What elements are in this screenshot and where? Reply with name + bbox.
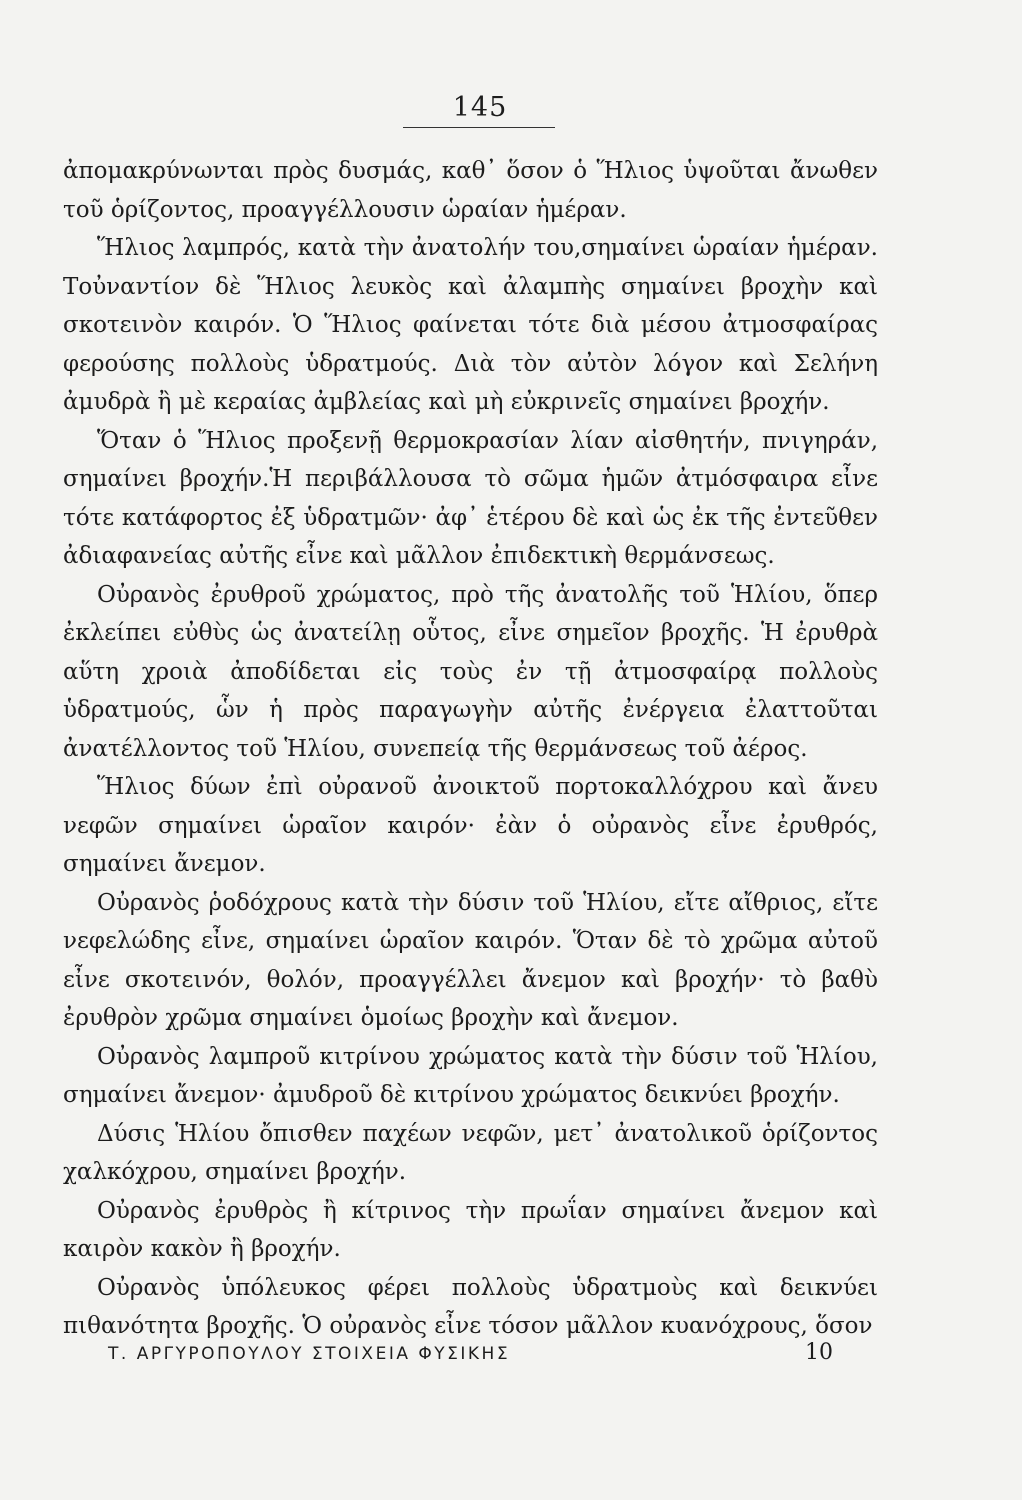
paragraph: Οὐρανὸς ἐρυθροῦ χρώματος, πρὸ τῆς ἀνατολῆς τοῦ Ἡλίου, ὅπερ ἐκλείπει εὐθὺς ὡς ἀνατείλῃ οὗτος, εἶνε σημεῖον βροχῆς. Ἡ ἐρυθρὰ αὕτη χροιὰ ἀποδίδεται εἰς τοὺς ἐν τῇ ἀτμοσφαίρᾳ πολλοὺς ὑδρατμούς, ὧν ἡ πρὸς παραγωγὴν αὐτῆς ἐνέργεια ἐλαττοῦται ἀνατέλλοντος τοῦ Ἡλίου, συνεπείᾳ τῆς θερμάνσεως τοῦ ἀέρος. (63, 581, 878, 762)
page-number: 145 (452, 92, 508, 123)
paragraph: Ὅταν ὁ Ἥλιος προξενῇ θερμοκρασίαν λίαν αἰσθητήν, πνιγηράν, σημαίνει βροχήν.Ἡ περιβάλλουσα τὸ σῶμα ἡμῶν ἀτμόσφαιρα εἶνε τότε κατάφορτος ἐξ ὑδρατμῶν· ἀφ᾽ ἑτέρου δὲ καὶ ὡς ἐκ τῆς ἐντεῦθεν ἀδιαφανείας αὐτῆς εἶνε καὶ μᾶλλον ἐπιδεκτικὴ θερμάνσεως. (63, 427, 878, 569)
paragraph: Ἥλιος δύων ἐπὶ οὐρανοῦ ἀνοικτοῦ πορτοκαλλόχρου καὶ ἄνευ νεφῶν σημαίνει ὡραῖον καιρόν· ἐὰν ὁ οὐρανὸς εἶνε ἐρυθρός, σημαίνει ἄνεμον. (63, 774, 878, 877)
paragraph: Οὐρανὸς λαμπροῦ κιτρίνου χρώματος κατὰ τὴν δύσιν τοῦ Ἡλίου, σημαίνει ἄνεμον· ἀμυδροῦ δὲ κιτρίνου χρώματος δεικνύει βροχήν. (63, 1043, 878, 1108)
paragraph: Δύσις Ἡλίου ὄπισθεν παχέων νεφῶν, μετ᾽ ἀνατολικοῦ ὁρίζοντος χαλκόχρου, σημαίνει βροχήν. (63, 1120, 878, 1185)
body-text (63, 152, 878, 1346)
paragraph: ἀπομακρύνωνται πρὸς δυσμάς, καθ᾽ ὅσον ὁ Ἥλιος ὑψοῦται ἄνωθεν τοῦ ὁρίζοντος, προαγγέλλουσιν ὡραίαν ἡμέραν. (63, 158, 878, 223)
signature-mark: 10 (805, 1340, 833, 1365)
paragraph: Ἥλιος λαμπρός, κατὰ τὴν ἀνατολήν του,σημαίνει ὡραίαν ἡμέραν. Τοὐναντίον δὲ Ἥλιος λευκὸς καὶ ἀλαμπὴς σημαίνει βροχὴν καὶ σκοτεινὸν καιρόν. Ὁ Ἥλιος φαίνεται τότε διὰ μέσου ἀτμοσφαίρας φερούσης πολλοὺς ὑδρατμούς. Διὰ τὸν αὐτὸν λόγον καὶ Σελήνη ἀμυδρὰ ἢ μὲ κεραίας ἀμβλείας καὶ μὴ εὐκρινεῖς σημαίνει βροχήν. (63, 235, 878, 415)
page-footer (108, 1340, 833, 1365)
paragraph: Οὐρανὸς ῥοδόχρους κατὰ τὴν δύσιν τοῦ Ἡλίου, εἴτε αἴθριος, εἴτε νεφελώδης εἶνε, σημαίνει ὡραῖον καιρόν. Ὅταν δὲ τὸ χρῶμα αὐτοῦ εἶνε σκοτεινόν, θολόν, προαγγέλλει ἄνεμον καὶ βροχήν· τὸ βαθὺ ἐρυθρὸν χρῶμα σημαίνει ὁμοίως βροχὴν καὶ ἄνεμον. (63, 889, 878, 1031)
book-title-footer: Τ. ΑΡΓΥΡΟΠΟΥΛΟΥ ΣΤΟΙΧΕΙΑ ΦΥΣΙΚΗΣ (108, 1344, 511, 1364)
header-rule (403, 127, 555, 128)
paragraph: Οὐρανὸς ἐρυθρὸς ἢ κίτρινος τὴν πρωΐαν σημαίνει ἄνεμον καὶ καιρὸν κακὸν ἢ βροχήν. (63, 1197, 878, 1262)
paragraph: Οὐρανὸς ὑπόλευκος φέρει πολλοὺς ὑδρατμοὺς καὶ δεικνύει πιθανότητα βροχῆς. Ὁ οὐρανὸς εἶνε τόσον μᾶλλον κυανόχρους, ὅσον (63, 1274, 878, 1339)
